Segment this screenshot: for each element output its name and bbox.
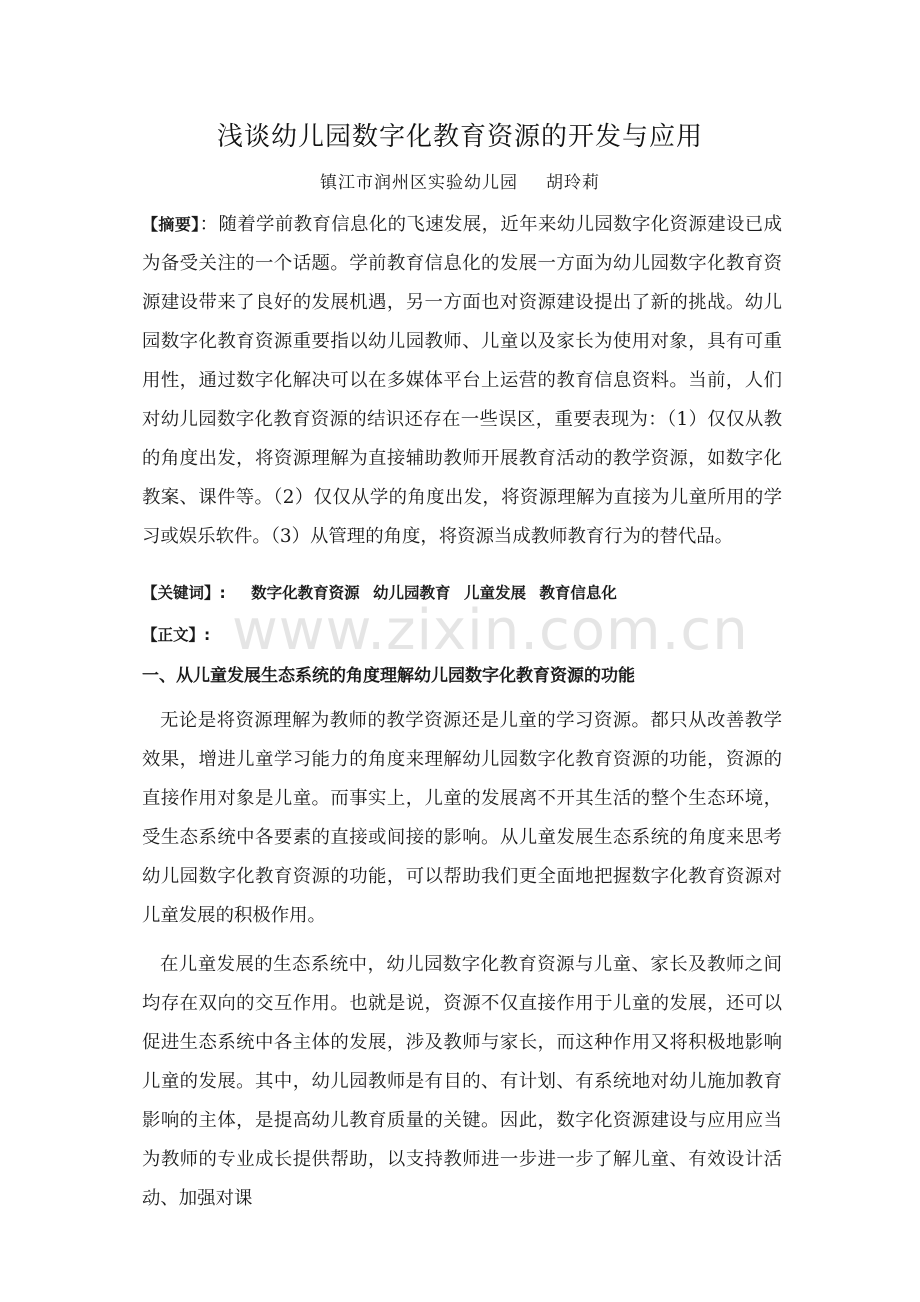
abstract-paragraph bbox=[142, 205, 782, 556]
body-label: 【正文】: bbox=[142, 626, 211, 644]
author-organization: 镇江市润州区实验幼儿园 bbox=[320, 173, 518, 193]
body-paragraph: 无论是将资源理解为教师的教学资源还是儿童的学习资源。都只从改善教学效果，增进儿童学习能力的角度来理解幼儿园数字化教育资源的功能，资源的直接作用对象是儿童。而事实上，儿童的发展离不开其生活的整个生态环境，受生态系统中各要素的直接或间接的影响。从儿童发展生态系统的角度来思考幼儿园数字化教育资源的功能，可以帮助我们更全面地把握数字化教育资源对儿童发展的积极作用。 bbox=[142, 710, 782, 926]
body-paragraph: 在儿童发展的生态系统中，幼儿园数字化教育资源与儿童、家长及教师之间均存在双向的交互作用。也就是说，资源不仅直接作用于儿童的发展，还可以促进生态系统中各主体的发展，涉及教师与家长，而这种作用又将积极地影响儿童的发展。其中，幼儿园教师是有目的、有计划、有系统地对幼儿施加教育影响的主体，是提高幼儿教育质量的关键。因此，数字化资源建设与应用应当为教师的专业成长提供帮助，以支持教师进一步进一步了解儿童、有效设计活动、加强对课 bbox=[142, 954, 782, 1209]
keywords-label: 【关键词】: bbox=[142, 584, 226, 602]
section-heading: 一、从儿童发展生态系统的角度理解幼儿园数字化教育资源的功能 bbox=[142, 666, 635, 686]
keyword: 数字化教育资源 bbox=[251, 584, 360, 602]
keyword: 幼儿园教育 bbox=[373, 584, 451, 602]
keyword: 儿童发展 bbox=[463, 584, 526, 602]
abstract-label: 【摘要】 bbox=[142, 215, 200, 234]
watermark: www.zixin.com.cn bbox=[232, 598, 749, 663]
abstract-text: ：随着学前教育信息化的飞速发展，近年来幼儿园数字化资源建设已成为备受关注的一个话题。学前教育信息化的发展一方面为幼儿园数字化教育资源建设带来了良好的发展机遇，另一方面也对资源建设提出了新的挑战。幼儿园数字化教育资源重要指以幼儿园教师、儿童以及家长为使用对象，具有可重用性，通过数字化解决可以在多媒体平台上运营的教育信息资料。当前，人们对幼儿园数字化教育资源的结识还存在一些误区，重要表现为：（1）仅仅从教的角度出发，将资源理解为直接辅助教师开展教育活动的教学资源，如数字化教案、课件等。（2）仅仅从学的角度出发，将资源理解为直接为儿童所用的学习或娱乐软件。（3）从管理的角度，将资源当成教师教育行为的替代品。 bbox=[142, 214, 782, 547]
keyword: 教育信息化 bbox=[539, 584, 617, 602]
document-title: 浅谈幼儿园数字化教育资源的开发与应用 bbox=[216, 122, 703, 152]
keywords-line bbox=[142, 578, 782, 608]
author-name: 胡玲莉 bbox=[546, 173, 600, 193]
author-line bbox=[0, 168, 920, 193]
